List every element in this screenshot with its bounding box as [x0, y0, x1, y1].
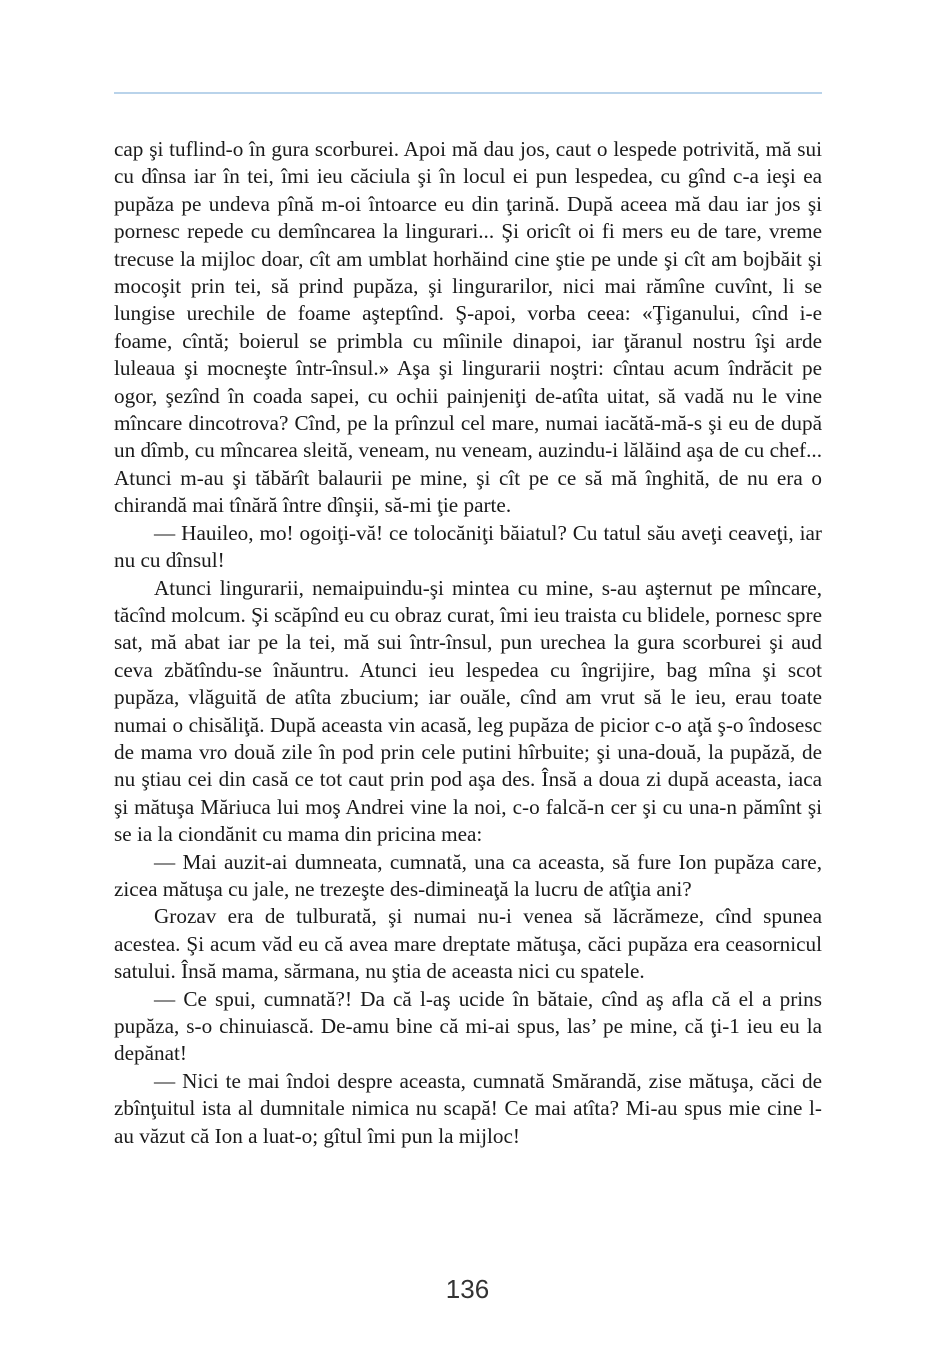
paragraph: — Hauileo, mo! ogoiţi-vă! ce tolocăniţi băiatul? Cu tatul său aveţi ceaveţi, iar nu cu dînsul! [114, 520, 822, 573]
body-text [114, 136, 822, 1150]
paragraph: Atunci lingurarii, nemaipuindu-şi mintea cu mine, s-au aşternut pe mîncare, tăcînd molcum. Şi scăpînd eu cu obraz curat, îmi ieu traista cu blidele, pornesc spre sat, mă abat iar pe la tei, mă sui într-însul, pun urechea la gura scorburei şi aud ceva zbătîndu-se înăuntru. Atunci ieu lespedea cu îngrijire, bag mîna şi scot pupăza, vlăguită de atîta zbucium; iar ouăle, cînd am vrut să le ieu, erau toate numai o chisăliţă. După aceasta vin acasă, leg pupăza de picior c-o aţă ş-o îndosesc de mama vro două zile în pod prin cele putini hîrbuite; şi una-două, la pupăză, de nu ştiau cei din casă ce tot caut prin pod aşa des. Însă a doua zi după aceasta, iaca şi mătuşa Măriuca lui moş Andrei vine la noi, c-o falcă-n cer şi cu una-n pămînt şi se ia la ciondănit cu mama din pricina mea: [114, 575, 822, 847]
page-number: 136 [445, 1274, 490, 1304]
paragraph: Grozav era de tulburată, şi numai nu-i venea să lăcrămeze, cînd spunea acestea. Şi acum văd eu că avea mare dreptate mătuşa, căci pupăza era ceasornicul satului. Însă mama, sărmana, nu ştia de aceasta nici cu spatele. [114, 904, 822, 984]
paragraph: — Ce spui, cumnată?! Da că l-aş ucide în bătaie, cînd aş afla că el a prins pupăza, s-o chinuiască. De-amu bine că mi-ai spus, las’ pe mine, că ţi-1 ieu eu la depănat! [114, 986, 822, 1066]
paragraph: — Nici te mai îndoi despre aceasta, cumnată Smărandă, zise mătuşa, căci de zbînţuitul ista al dumnitale nimica nu scapă! Ce mai atîta? Mi-au spus mie cine l-au văzut că Ion a luat-o; gîtul îmi pun la mijloc! [114, 1068, 822, 1148]
paragraph: — Mai auzit-ai dumneata, cumnată, una ca aceasta, să fure Ion pupăza care, zicea mătuşa cu jale, ne trezeşte des-dimineaţă la lucru de atîţia ani? [114, 849, 822, 901]
header-rule [114, 92, 822, 94]
paragraph: cap şi tuflind-o în gura scorburei. Apoi mă dau jos, caut o lespede potrivită, mă sui cu dînsa iar în tei, îmi ieu căciula şi în locul ei pun lespedea, cu gînd c-a ieşi ea pupăza pe undeva pînă m-oi întoarce eu din ţarină. După aceea mă dau iar jos şi pornesc repede cu demîncarea la lingurari... Şi oricît oi fi mers eu de tare, vreme trecuse la mijloc doar, cît am umblat horhăind cine ştie pe unde şi cît am bojbăit şi mocoşit prin tei, să prind pupăza, şi lingurarilor, nici mai rămîne cuvînt, li se lungise urechile de foame aşteptînd. Ş-apoi, vorba ceea: «Ţiganului, cînd i-e foame, cîntă; boierul se primbla cu mîinile dinapoi, iar ţăranul nostru îşi arde luleaua şi mocneşte într-însul.» Aşa şi lingurarii noştri: cîntau acum îndrăcit pe ogor, şezînd în coada sapei, cu ochii painjeniţi de-atîta uitat, să vadă nu le vine mîncare dincotrova? Cînd, pe la prînzul cel mare, numai iacătă-mă-s şi eu de după un dîmb, cu mîncarea sleită, veneam, nu veneam, auzindu-i lălăind aşa de cu chef... Atunci m-au şi tăbărît balaurii pe mine, şi cît pe ce să mă înghită, de nu era o chirandă mai tînără între dînşii, să-mi ţie parte. [114, 137, 822, 518]
